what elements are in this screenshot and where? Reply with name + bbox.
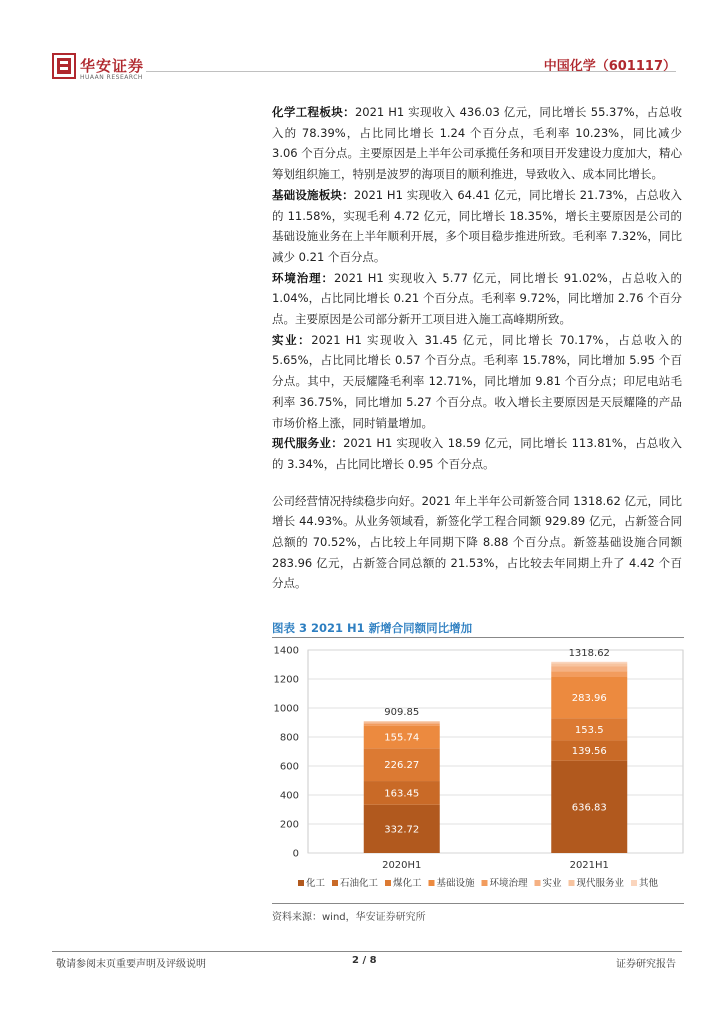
paragraph-body: 2021 H1 实现收入 64.41 亿元，同比增长 21.73%，占总收入的 11.58%，实现毛利 4.72 亿元，同比增长 18.35%，增长主要原因是公司的基础设施业务在上半年顺利开展，多个项目稳步推进所致。毛利率 7.32%，同比减少 0.21 个百分点。 [272, 187, 683, 264]
source-note: 资料来源：wind，华安证券研究所 [272, 912, 426, 923]
legend-label: 石油化工 [340, 878, 379, 889]
paragraph-body: 2021 H1 实现收入 31.45 亿元，同比增长 70.17%，占总收入的 5.65%，占比同比增长 0.57 个百分点。毛利率 15.78%，同比增加 5.95 个百分点。其中，天辰耀隆毛利率 12.71%，同比增加 9.81 个百分点；印尼电站毛利率 36.75%，同比增加 5.27 个百分点。收入增长主要原因是天辰耀隆的产品市场价格上涨，同时销量增加。 [272, 332, 683, 430]
y-tick-label: 200 [279, 819, 299, 831]
data-label: 283.96 [571, 693, 607, 705]
footer-report-type: 证券研究报告 [616, 959, 676, 970]
y-tick-label: 1000 [273, 703, 299, 715]
paragraph-head: 基础设施板块： [272, 187, 354, 202]
legend-label: 化工 [306, 878, 326, 889]
legend-label: 煤化工 [393, 878, 422, 889]
legend-swatch [298, 880, 304, 886]
legend-label: 现代服务业 [576, 878, 625, 889]
legend-label: 基础设施 [436, 878, 475, 889]
paragraph-head: 现代服务业： [272, 436, 344, 451]
paragraph-head: 环境治理： [272, 270, 334, 285]
data-label: 226.27 [384, 760, 420, 772]
chart-title: 图表 3 2021 H1 新增合同额同比增加 [272, 621, 473, 635]
x-tick-label: 2021H1 [569, 860, 609, 871]
data-label: 139.56 [571, 746, 607, 758]
chart-title-divider [272, 637, 684, 638]
y-tick-label: 1200 [273, 674, 299, 686]
data-label: 163.45 [384, 788, 420, 800]
paragraph-chemical-engineering [272, 102, 682, 185]
chart-bottom-divider [272, 903, 684, 904]
huaan-logo-icon [52, 53, 76, 79]
body-text [272, 102, 682, 594]
bar-segment [551, 662, 627, 663]
paragraph-environment [272, 268, 682, 330]
bar-segment [551, 663, 627, 666]
paragraph-head: 化学工程板块： [272, 105, 355, 119]
data-label: 636.83 [571, 802, 607, 814]
legend-swatch [535, 880, 541, 886]
brand-name: 华安证券 [80, 57, 145, 75]
bar-segment [551, 671, 627, 677]
paragraph-head: 实业： [272, 332, 312, 347]
paragraph-body: 2021 H1 实现收入 436.03 亿元，同比增长 55.37%，占总收入的 78.39%，占比同比增长 1.24 个百分点，毛利率 10.23%，同比减少 3.06 个百分点。主要原因是上半年公司承揽任务和项目开发建设力度加大，精心筹划组织施工，特别是波罗的海项目的顺利推进，导致收入、成本同比增长。 [272, 105, 682, 182]
data-label: 155.74 [384, 732, 420, 744]
report-title: 中国化学（601117） [543, 59, 676, 74]
paragraph-infrastructure [272, 185, 682, 268]
legend-swatch [631, 880, 637, 886]
legend-swatch [385, 880, 391, 886]
y-tick-label: 1400 [273, 645, 299, 657]
legend-swatch [332, 880, 338, 886]
paragraph-summary: 公司经营情况持续稳步向好。2021 年上半年公司新签合同 1318.62 亿元，同比增长 44.93%。从业务领域看，新签化学工程合同额 929.89 亿元，占新签合同总额的 70.52%，占比较上年同期下降 8.88 个百分点。新签基础设施合同额 283.96 亿元，占新签合同总额的 21.53%，占比较去年同期上升了 4.42 个百分点。 [272, 493, 682, 591]
legend-label: 实业 [542, 878, 562, 889]
stacked-bar-chart [258, 640, 688, 910]
brand-subtitle: HUAAN RESEARCH [80, 74, 143, 81]
y-tick-label: 600 [279, 761, 299, 773]
footer-disclaimer: 敬请参阅末页重要声明及评级说明 [56, 959, 206, 970]
bar-segment [364, 722, 440, 723]
paragraph-body: 2021 H1 实现收入 5.77 亿元，同比增长 91.02%，占总收入的 1.04%，占比同比增长 0.21 个百分点。毛利率 9.72%，同比增加 2.76 个百分点。主要原因是公司部分新开工项目进入施工高峰期所致。 [272, 270, 682, 327]
legend-swatch [482, 880, 488, 886]
paragraph-industry [272, 330, 682, 434]
legend-label: 环境治理 [489, 878, 528, 889]
total-label: 1318.62 [568, 647, 610, 659]
x-tick-label: 2020H1 [382, 860, 422, 871]
y-tick-label: 800 [279, 732, 299, 744]
legend-label: 其他 [639, 878, 659, 889]
data-label: 153.5 [574, 724, 604, 736]
legend-swatch [429, 880, 435, 886]
page-number: 2 / 8 [352, 955, 377, 966]
bar-segment [551, 666, 627, 671]
y-tick-label: 400 [279, 790, 299, 802]
paragraph-body: 2021 H1 实现收入 18.59 亿元，同比增长 113.81%，占总收入的 3.34%，占比同比增长 0.95 个百分点。 [272, 436, 682, 471]
legend-swatch [569, 880, 575, 886]
footer-divider [52, 951, 682, 952]
bar-segment [364, 724, 440, 726]
y-tick-label: 0 [292, 848, 299, 860]
bar-segment [364, 721, 440, 722]
header-divider [146, 71, 676, 72]
paragraph-modern-services [272, 433, 682, 474]
total-label: 909.85 [384, 707, 420, 719]
data-label: 332.72 [384, 824, 420, 836]
